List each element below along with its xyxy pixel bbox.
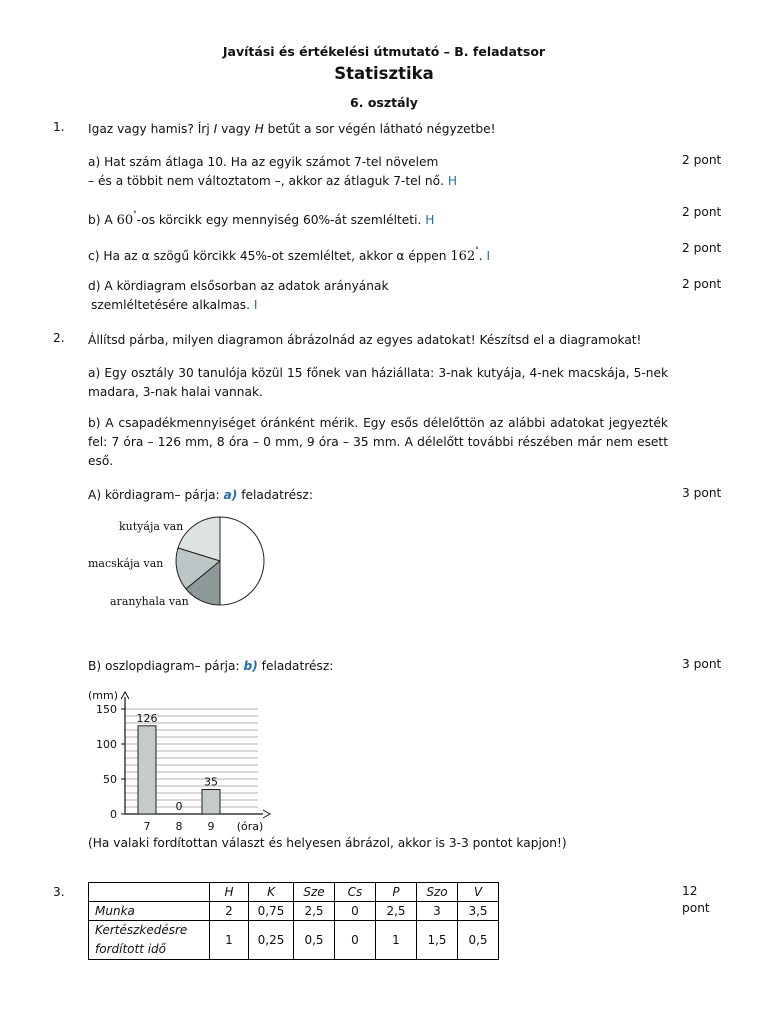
q1d-text [88, 277, 389, 315]
q2A-post: feladatrész: [241, 488, 313, 502]
q1a-text [88, 153, 457, 191]
row-label-kertesz [89, 921, 210, 960]
q2A-pre: A) kördiagram– párja: [88, 488, 220, 502]
q1b-degree: ° [133, 210, 137, 218]
q1c-answer: I [486, 249, 491, 263]
q1a-points: 2 pont [682, 153, 722, 167]
page-title: Statisztika [334, 64, 434, 83]
table-cell: 1 [210, 921, 249, 960]
q1b-points: 2 pont [682, 205, 722, 219]
table-cell: 2,5 [294, 902, 335, 921]
y-tick-label: 50 [103, 773, 117, 786]
pie-slice-empty [220, 517, 264, 605]
q2B-pre: B) oszlopdiagram– párja: [88, 659, 240, 673]
q1b-post: -os körcikk egy mennyiség 60%-át szemlélteti. [136, 213, 422, 227]
table-header-row [89, 883, 499, 902]
table-corner [89, 883, 210, 902]
q1b-pre: b) A [88, 213, 113, 227]
table-cell: 0,75 [249, 902, 294, 921]
x-axis-label: (óra) [236, 820, 264, 833]
table-col-h: H [210, 883, 249, 902]
table-cell: 0,5 [294, 921, 335, 960]
q1-prompt: Igaz vagy hamis? Írj I vagy H betűt a sor végén látható négyzetbe! [88, 122, 496, 136]
table-cell: 1,5 [417, 921, 458, 960]
pie-label-hal: aranyhala van [110, 595, 189, 608]
bar-chart [80, 684, 280, 836]
bar-value-label: 126 [136, 711, 158, 725]
table-col-szo: Szo [417, 883, 458, 902]
q2B-post: feladatrész: [261, 659, 334, 673]
y-tick-label: 150 [96, 703, 117, 716]
bar-value-label: 35 [204, 775, 218, 789]
table-row [89, 902, 499, 921]
table-col-sze: Sze [294, 883, 335, 902]
q1d-line2: szemléltetésére alkalmas. [91, 298, 251, 312]
q2-note: (Ha valaki fordítottan választ és helyesen ábrázol, akkor is 3-3 pontot kapjon!) [88, 836, 567, 850]
table-col-v: V [458, 883, 499, 902]
q1a-line1: a) Hat szám átlaga 10. Ha az egyik számot 7-tel növelem [88, 155, 439, 169]
q1b-text [88, 205, 434, 230]
table-cell: 0 [335, 921, 376, 960]
y-tick-label: 100 [96, 738, 117, 751]
table-row [89, 921, 499, 960]
q1c-value: 162 [450, 249, 476, 264]
q2B-line [88, 657, 333, 676]
q3-table [88, 882, 499, 960]
bar-7 [138, 726, 156, 814]
q1c-text: c) Ha az α szögű körcikk 45%-ot szemléltet, akkor α éppen 162°. I [88, 246, 491, 264]
q3-points-num: 12 [682, 884, 698, 898]
x-tick-label: 8 [175, 820, 183, 833]
table-cell: 0,5 [458, 921, 499, 960]
table-cell: 0,25 [249, 921, 294, 960]
table-cell: 3,5 [458, 902, 499, 921]
q3-points [682, 883, 710, 917]
table-col-p: P [376, 883, 417, 902]
q2B-points: 3 pont [682, 657, 722, 671]
pie-label-kutya: kutyája van [119, 520, 184, 533]
row-label-munka: Munka [89, 902, 210, 921]
q1c-pre: c) Ha az α szögű körcikk 45%-ot szemléltet, akkor α éppen [88, 249, 447, 263]
row-label-kertesz-1: Kertészkedésre [95, 923, 188, 937]
q2b-text: b) A csapadékmennyiséget óránként mérik. Egy esős délelőttön az alábbi adatokat jegyezték fel: 7 óra – 126 mm, 8 óra – 0 mm, 9 óra – 35 mm. A délelőtt további részében már nem esett eső. [88, 416, 668, 468]
q1b-value: 60 [116, 213, 134, 228]
bar-9 [202, 790, 220, 815]
q1a-line2: – és a többit nem változtatom –, akkor az átlaguk 7-tel nő. [88, 174, 444, 188]
q1a-answer: H [447, 174, 458, 188]
q1c-degree: ° [475, 246, 479, 254]
table-col-cs: Cs [335, 883, 376, 902]
q1d-line2-wrap [88, 296, 389, 315]
pie-label-macska: macskája van [88, 557, 164, 570]
q1d-answer: I [253, 298, 258, 312]
q1d-line1: d) A kördiagram elsősorban az adatok arányának [88, 279, 389, 293]
q1a-line2-wrap [88, 172, 457, 191]
x-tick-label: 9 [207, 820, 215, 833]
q2-number: 2. [53, 331, 65, 345]
q2A-ref: a) [223, 488, 238, 502]
row-label-kertesz-2: fordított idő [95, 942, 167, 956]
q2A-line [88, 486, 313, 505]
x-tick-label: 7 [143, 820, 151, 833]
table-cell: 0 [335, 902, 376, 921]
q2B-ref: b) [243, 659, 258, 673]
table-cell: 2 [210, 902, 249, 921]
x-axis-arrow [263, 810, 270, 818]
q1d-points: 2 pont [682, 277, 722, 291]
y-tick-label: 0 [110, 808, 117, 821]
doc-subtitle: Javítási és értékelési útmutató – B. feladatsor [222, 44, 546, 59]
q1c-points: 2 pont [682, 241, 722, 255]
grade-label: 6. osztály [350, 95, 418, 110]
table-col-k: K [249, 883, 294, 902]
q2a-text: a) Egy osztály 30 tanulója közül 15 főnek van háziállata: 3-nak kutyája, 4-nek macskája, 5-nek madara, 3-nak halai vannak. [88, 366, 668, 399]
table-cell: 1 [376, 921, 417, 960]
q1b-answer: H [425, 213, 435, 227]
q2A-points: 3 pont [682, 486, 722, 500]
table-cell: 2,5 [376, 902, 417, 921]
bar-value-label: 0 [175, 800, 183, 813]
q1-number: 1. [53, 120, 65, 134]
q3-points-unit: pont [682, 901, 710, 915]
y-axis-label: (mm) [87, 689, 119, 702]
q2-prompt: Állítsd párba, milyen diagramon ábrázolnád az egyes adatokat! Készítsd el a diagramokat! [88, 333, 642, 347]
table-cell: 3 [417, 902, 458, 921]
q3-number: 3. [53, 885, 65, 899]
